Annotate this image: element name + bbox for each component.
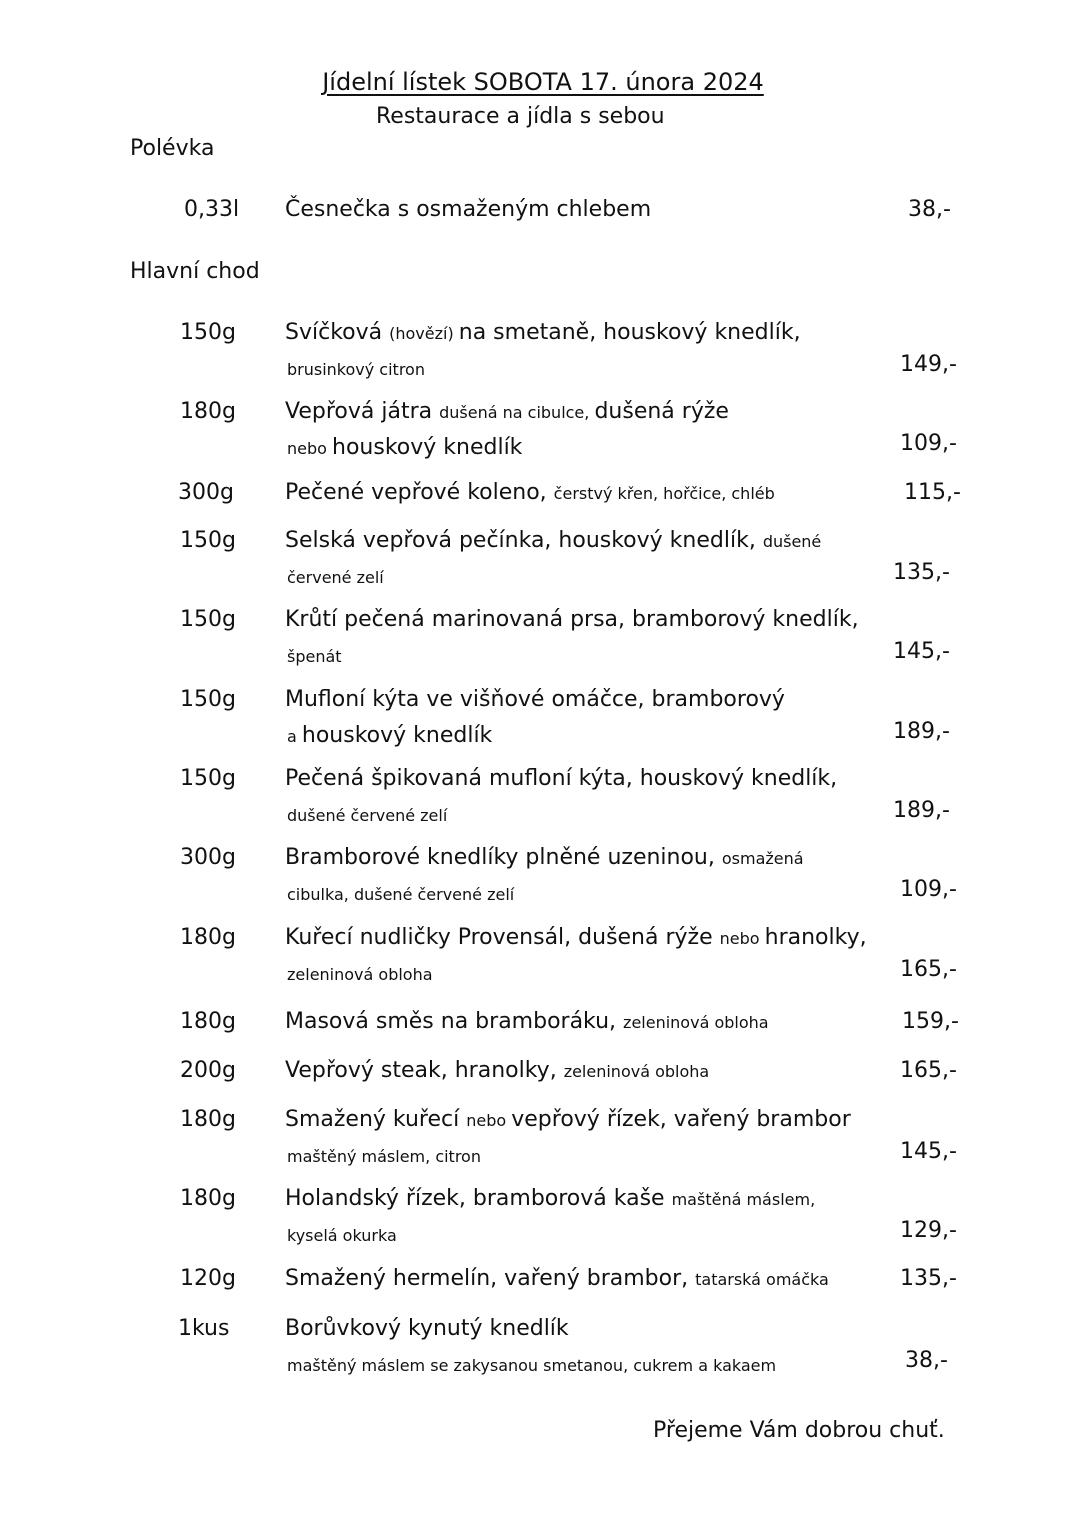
- item-main-text: Krůtí pečená marinovaná prsa, bramborový knedlík,: [285, 607, 859, 632]
- item-quantity: 0,33l: [184, 197, 240, 222]
- item-quantity: 150g: [180, 528, 236, 553]
- item-main-text: Bramborové knedlíky plněné uzeninou,: [285, 845, 722, 870]
- item-price: 145,-: [900, 1139, 957, 1164]
- item-description: [285, 1009, 769, 1034]
- item-price: 189,-: [893, 798, 950, 823]
- section-soup: Polévka: [130, 136, 215, 161]
- item-detail-text: zeleninová obloha: [287, 965, 433, 984]
- item-description-continued: [287, 1352, 776, 1377]
- item-name: Česnečka s osmaženým chlebem: [285, 197, 652, 222]
- item-price: 115,-: [904, 480, 961, 505]
- item-detail-text: kyselá okurka: [287, 1226, 397, 1245]
- item-description-continued: [287, 1222, 397, 1247]
- item-description-continued: [287, 723, 492, 748]
- item-quantity: 200g: [180, 1058, 236, 1083]
- item-price: 109,-: [900, 431, 957, 456]
- item-detail-text: dušené červené zelí: [287, 806, 448, 825]
- item-description: [285, 480, 775, 505]
- menu-title: Jídelní lístek SOBOTA 17. února 2024: [322, 68, 764, 96]
- item-description: [285, 1107, 851, 1132]
- item-detail-text: a: [287, 727, 302, 746]
- item-main-text: hranolky,: [764, 925, 867, 950]
- item-price: 38,-: [905, 1348, 948, 1373]
- item-main-text: Masová směs na bramboráku,: [285, 1009, 624, 1034]
- item-price: 38,-: [908, 197, 951, 222]
- item-detail-text: maštěný máslem se zakysanou smetanou, cukrem a kakaem: [287, 1356, 777, 1375]
- item-description: [285, 925, 867, 950]
- item-quantity: 180g: [180, 1009, 236, 1034]
- item-main-text: Pečená špikovaná mufloní kýta, houskový knedlík,: [285, 766, 838, 791]
- item-detail-text: špenát: [287, 647, 342, 666]
- item-price: 159,-: [902, 1009, 959, 1034]
- item-main-text: Borůvkový kynutý knedlík: [285, 1316, 569, 1341]
- item-description-continued: [287, 643, 342, 668]
- item-main-text: Holandský řízek, bramborová kaše: [285, 1186, 672, 1211]
- item-description: [285, 1316, 569, 1341]
- item-description: [285, 1266, 829, 1291]
- item-quantity: 300g: [178, 480, 234, 505]
- item-main-text: Vepřová játra: [285, 399, 440, 424]
- item-main-text: Mufloní kýta ve višňové omáčce, bramborový: [285, 687, 785, 712]
- item-detail-text: osmažená: [721, 849, 804, 868]
- item-description-continued: [287, 356, 425, 381]
- item-quantity: 180g: [180, 1107, 236, 1132]
- item-detail-text: maštěný máslem, citron: [287, 1147, 481, 1166]
- item-quantity: 120g: [180, 1266, 236, 1291]
- item-description: [285, 766, 837, 791]
- item-detail-text: (hovězí): [389, 324, 459, 343]
- item-main-text: Svíčková: [285, 320, 390, 345]
- item-main-text: na smetaně, houskový knedlík,: [458, 320, 801, 345]
- item-detail-text: nebo: [287, 439, 333, 458]
- item-detail-text: nebo: [719, 929, 765, 948]
- item-description: [285, 687, 785, 712]
- item-main-text: vepřový řízek, vařený brambor: [511, 1107, 851, 1132]
- item-description: [285, 1186, 815, 1211]
- item-detail-text: zeleninová obloha: [623, 1013, 769, 1032]
- closing-message: Přejeme Vám dobrou chuť.: [653, 1418, 945, 1443]
- item-description: [285, 528, 821, 553]
- item-price: 109,-: [900, 877, 957, 902]
- item-description: [285, 320, 801, 345]
- item-detail-text: dušené: [762, 532, 822, 551]
- item-price: 135,-: [900, 1266, 957, 1291]
- item-main-text: Pečené vepřové koleno,: [285, 480, 554, 505]
- item-detail-text: dušená na cibulce,: [439, 403, 595, 422]
- item-main-text: Kuřecí nudličky Provensál, dušená rýže: [285, 925, 720, 950]
- item-description-continued: [287, 881, 514, 906]
- item-quantity: 150g: [180, 320, 236, 345]
- item-quantity: 150g: [180, 766, 236, 791]
- item-description-continued: [287, 435, 522, 460]
- item-quantity: 180g: [180, 399, 236, 424]
- item-main-text: houskový knedlík: [301, 723, 493, 748]
- item-description-continued: [287, 564, 384, 589]
- item-quantity: 300g: [180, 845, 236, 870]
- item-main-text: Smažený kuřecí: [285, 1107, 467, 1132]
- item-description-continued: [287, 802, 447, 827]
- item-price: 189,-: [893, 719, 950, 744]
- item-main-text: Vepřový steak, hranolky,: [285, 1058, 564, 1083]
- item-detail-text: tatarská omáčka: [695, 1270, 829, 1289]
- item-main-text: Smažený hermelín, vařený brambor,: [285, 1266, 696, 1291]
- item-quantity: 180g: [180, 1186, 236, 1211]
- item-description-continued: [287, 961, 433, 986]
- item-price: 135,-: [893, 560, 950, 585]
- item-detail-text: čerstvý křen, hořčice, chléb: [553, 484, 775, 503]
- item-price: 165,-: [900, 957, 957, 982]
- item-description: [285, 845, 804, 870]
- item-price: 145,-: [893, 639, 950, 664]
- item-detail-text: brusinkový citron: [287, 360, 425, 379]
- item-detail-text: červené zelí: [287, 568, 384, 587]
- item-price: 129,-: [900, 1218, 957, 1243]
- section-main-course: Hlavní chod: [130, 259, 260, 284]
- item-description: [285, 1058, 709, 1083]
- item-quantity: 180g: [180, 925, 236, 950]
- item-detail-text: cibulka, dušené červené zelí: [287, 885, 515, 904]
- item-main-text: houskový knedlík: [332, 435, 523, 460]
- item-description: [285, 399, 729, 424]
- item-description: [285, 607, 859, 632]
- item-detail-text: maštěná máslem,: [671, 1190, 816, 1209]
- item-quantity: 1kus: [178, 1316, 230, 1341]
- item-description-continued: [287, 1143, 481, 1168]
- item-detail-text: nebo: [466, 1111, 512, 1130]
- item-price: 149,-: [900, 352, 957, 377]
- menu-subtitle: Restaurace a jídla s sebou: [376, 104, 665, 129]
- item-price: 165,-: [900, 1058, 957, 1083]
- item-main-text: dušená rýže: [594, 399, 729, 424]
- item-quantity: 150g: [180, 607, 236, 632]
- item-detail-text: zeleninová obloha: [563, 1062, 710, 1081]
- item-quantity: 150g: [180, 687, 236, 712]
- item-main-text: Selská vepřová pečínka, houskový knedlík,: [285, 528, 763, 553]
